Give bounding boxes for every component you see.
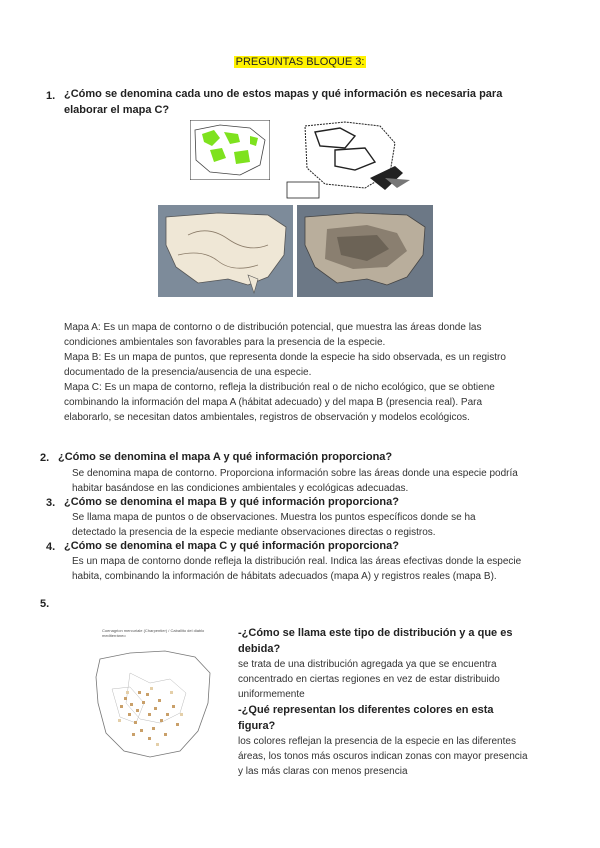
distribution-map-caption: Coenagrion mercuriale (Charpentier) / Caballito del diablo mediterráneo — [102, 628, 205, 638]
question-2-number: 2. — [40, 452, 50, 464]
question-3-text: ¿Cómo se denomina el mapa B y qué información proporciona? — [64, 496, 399, 508]
question-4-answer: Es un mapa de contorno donde refleja la distribución real. Indica las áreas efectivas donde la especie habita, combinando la información de hábitats adecuados (mapa A) y registros reales (mapa B). — [72, 556, 522, 582]
distribution-map-image — [90, 628, 225, 763]
map-a-large-image — [158, 205, 293, 297]
question-5b-text: -¿Qué representan los diferentes colores en esta figura? — [238, 704, 494, 732]
question-4-text: ¿Cómo se denomina el mapa C y qué información proporciona? — [64, 540, 399, 552]
question-5a-text: -¿Cómo se llama este tipo de distribución y a que es debida? — [238, 627, 513, 655]
question-5a-answer: se trata de una distribución agregada ya que se encuentra concentrado en ciertas regiones en vez de estar distribuido uniformemente — [238, 659, 500, 700]
answer-map-c: Mapa C: Es un mapa de contorno, refleja la distribución real o de nicho ecológico, que se obtiene combinando la información del mapa A (hábitat adecuado) y del mapa B (presencia real). Para elaborarlo, se necesitan datos ambientales, registros de observación y modelos ecológicos. — [64, 382, 495, 423]
answer-map-b: Mapa B: Es un mapa de puntos, que representa donde la especie ha sido observada, es un registro documentado de la presencia/ausencia de una especie. — [64, 352, 506, 378]
question-5-number: 5. — [40, 598, 50, 610]
question-2-text: ¿Cómo se denomina el mapa A y qué información proporciona? — [58, 451, 393, 463]
answer-map-a: Mapa A: Es un mapa de contorno o de distribución potencial, que muestra las áreas donde las condiciones ambientales son favorables para la presencia de la especie. — [64, 322, 482, 348]
question-1-number: 1. — [46, 90, 56, 102]
map-b-small-image — [285, 118, 415, 200]
question-1-text: ¿Cómo se denomina cada uno de estos mapas y qué información es necesaria para elaborar el mapa C? — [64, 88, 503, 116]
question-2-answer: Se denomina mapa de contorno. Proporciona información sobre las áreas donde una especie podría habitar basándose en las condiciones ambientales y ecológicas adecuadas. — [72, 468, 518, 494]
question-1-answers — [64, 320, 524, 425]
question-5b-answer: los colores reflejan la presencia de la especie en las diferentes áreas, los tonos más oscuros indican zonas con mayor presencia y las más claras con menos presencia — [238, 736, 528, 777]
map-a-small-image — [190, 120, 270, 180]
question-3-number: 3. — [46, 497, 56, 509]
question-5-content — [238, 625, 533, 779]
map-c-large-image — [297, 205, 433, 297]
page-title: PREGUNTAS BLOQUE 3: — [235, 56, 365, 68]
question-3-answer: Se llama mapa de puntos o de observaciones. Muestra los puntos específicos donde se ha detectado la presencia de la especie mediante observaciones directas o registros. — [72, 512, 476, 538]
question-4-number: 4. — [46, 541, 56, 553]
